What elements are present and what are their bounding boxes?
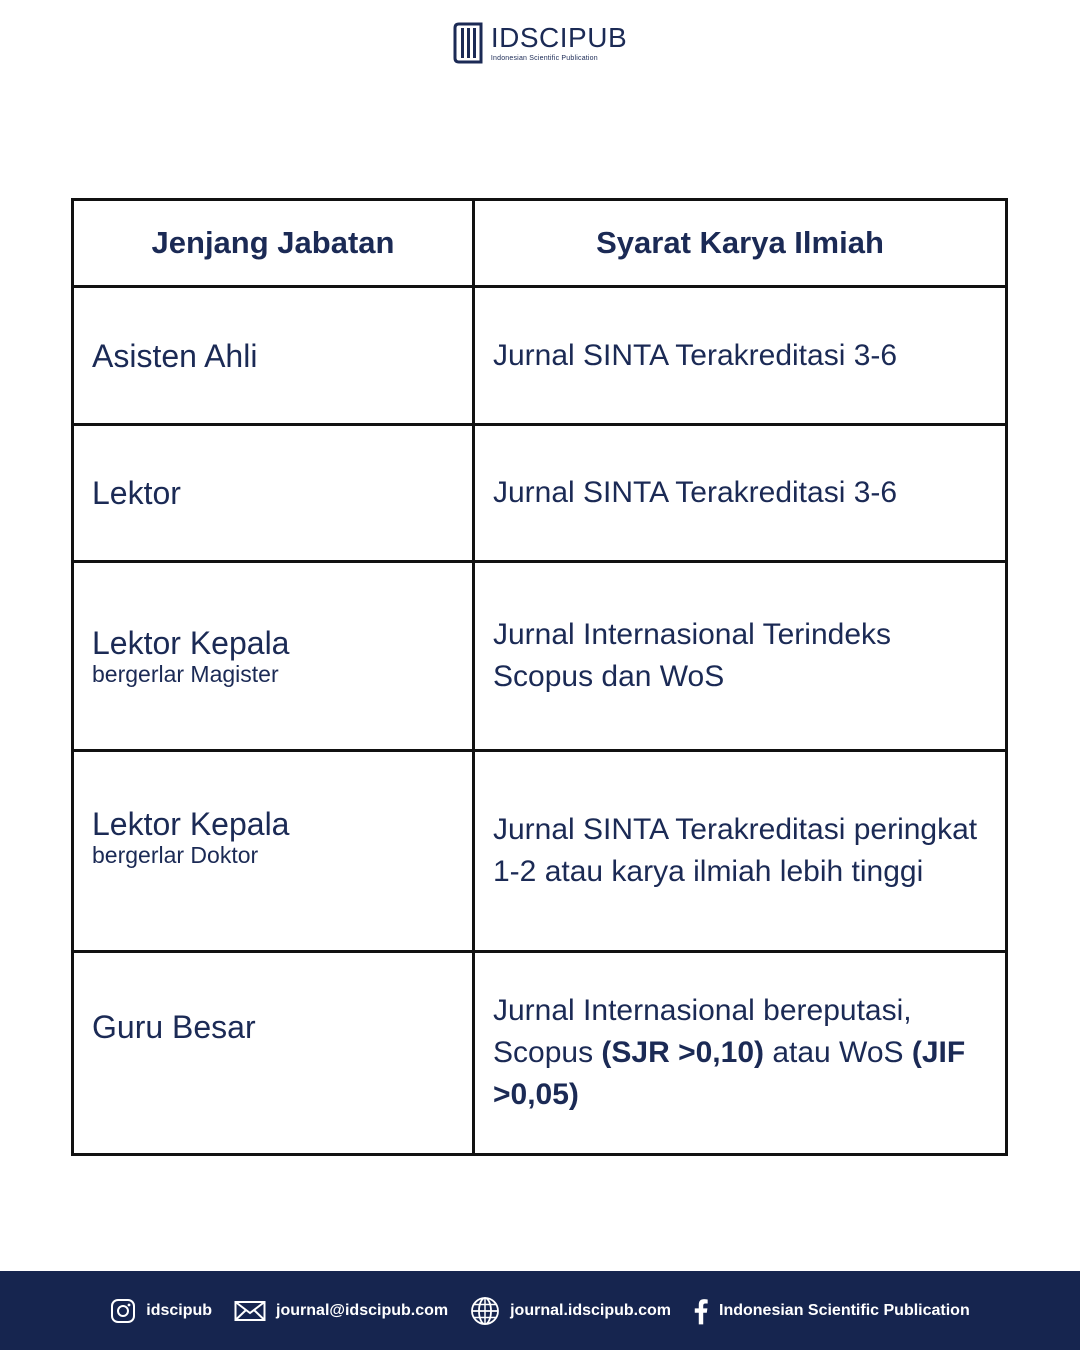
website-url: journal.idscipub.com (510, 1301, 672, 1319)
mail-icon (234, 1298, 266, 1324)
footer-facebook[interactable] (693, 1296, 970, 1326)
position-note: bergerlar Magister (92, 661, 279, 687)
position-label: Guru Besar (92, 1009, 256, 1045)
header-requirement: Syarat Karya Ilmiah (474, 200, 1007, 287)
footer-email[interactable] (234, 1298, 448, 1324)
position-cell (73, 562, 474, 751)
requirement-jif: (JIF >0,05) (493, 1036, 966, 1111)
brand-logo (0, 20, 1080, 66)
instagram-handle: idscipub (146, 1301, 213, 1319)
requirements-table (71, 198, 1008, 1156)
requirement-sjr: (SJR >0,10) (601, 1036, 764, 1069)
requirement-cell: Jurnal SINTA Terakreditasi 3-6 (474, 425, 1007, 562)
position-cell (73, 751, 474, 952)
footer-website[interactable] (470, 1296, 671, 1326)
position-label: Lektor Kepala (92, 625, 290, 661)
position-label: Lektor (92, 475, 181, 511)
table-row (73, 425, 1007, 562)
position-cell (73, 952, 474, 1155)
requirement-cell: Jurnal Internasional Terindeks Scopus dan WoS (474, 562, 1007, 751)
position-cell (73, 287, 474, 425)
table-header-row (73, 200, 1007, 287)
position-label: Asisten Ahli (92, 337, 258, 374)
brand-name: IDSCIPUB (490, 22, 628, 53)
table-row (73, 287, 1007, 425)
table-row (73, 751, 1007, 952)
instagram-icon (110, 1298, 136, 1324)
position-cell (73, 425, 474, 562)
table-row (73, 952, 1007, 1155)
facebook-page-name: Indonesian Scientific Publication (719, 1301, 970, 1319)
requirement-cell (474, 952, 1007, 1155)
header-position: Jenjang Jabatan (73, 200, 474, 287)
requirement-text: Jurnal Internasional bereputasi, Scopus (493, 994, 912, 1069)
footer-bar (0, 1271, 1080, 1350)
position-note: bergerlar Doktor (92, 842, 259, 868)
idscipub-logo-icon (453, 20, 485, 66)
requirement-text: atau WoS (764, 1036, 912, 1069)
footer-instagram[interactable] (110, 1298, 212, 1324)
requirement-cell: Jurnal SINTA Terakreditasi peringkat 1-2 atau karya ilmiah lebih tinggi (474, 751, 1007, 952)
table-row (73, 562, 1007, 751)
facebook-icon (693, 1296, 709, 1326)
globe-icon (470, 1296, 500, 1326)
requirement-cell: Jurnal SINTA Terakreditasi 3-6 (474, 287, 1007, 425)
position-label: Lektor Kepala (92, 806, 290, 842)
brand-tagline: Indonesian Scientific Publication (490, 55, 598, 62)
email-address: journal@idscipub.com (276, 1301, 449, 1319)
